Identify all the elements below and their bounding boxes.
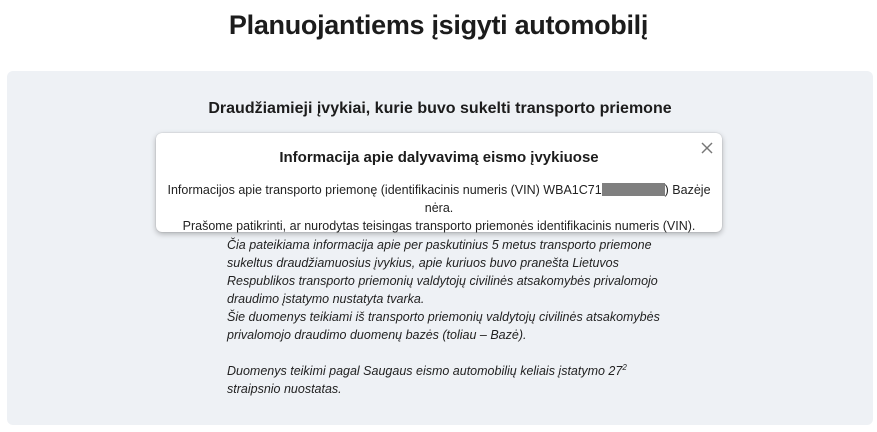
info-paragraph-3-end: straipsnio nuostatas.: [227, 382, 342, 396]
modal-title: Informacija apie dalyvavimą eismo įvykiuose: [279, 149, 599, 166]
page-title: Planuojantiems įsigyti automobilį: [228, 10, 649, 40]
modal-message-line-2: Prašome patikrinti, ar nurodytas teisingas transporto priemonės identifikacinis numeris (VIN).: [182, 219, 696, 233]
info-paragraph-3-main: Duomenys teikimi pagal Saugaus eismo automobilių keliais įstatymo 27: [227, 364, 623, 378]
info-paragraph-1: Čia pateikiama informacija apie per paskutinius 5 metus transporto priemone sukeltus draudžiamuosius įvykius, apie kuriuos buvo pranešta Lietuvos Respublikos transporto priemonių valdytojų civilinės atsakomybės privalomojo draudimo įstatymo nustatyta tvarka.: [227, 238, 658, 306]
section-title: Draudžiamieji įvykiai, kurie buvo sukelti transporto priemone: [208, 100, 672, 117]
redacted-vin-block: [602, 183, 665, 196]
info-text: [227, 236, 667, 398]
info-paragraph-3-sup: 2: [622, 363, 627, 372]
info-paragraph-2: Šie duomenys teikiami iš transporto priemonių valdytojų civilinės atsakomybės privalomojo draudimo duomenų bazės (toliau – Bazė).: [227, 310, 660, 342]
modal-message-prefix: Informacijos apie transporto priemonę (identifikacinis numeris (VIN) WBA1C71: [167, 183, 602, 197]
close-icon-glyph: [700, 141, 714, 155]
close-icon[interactable]: [700, 141, 714, 155]
modal-body: [156, 181, 722, 235]
modal-message-suffix: ) Bazėje nėra.: [424, 183, 711, 215]
modal-message-line-1: [156, 181, 722, 217]
info-modal: [156, 133, 722, 232]
content-panel: [7, 71, 873, 425]
info-paragraph-3: [227, 362, 667, 398]
